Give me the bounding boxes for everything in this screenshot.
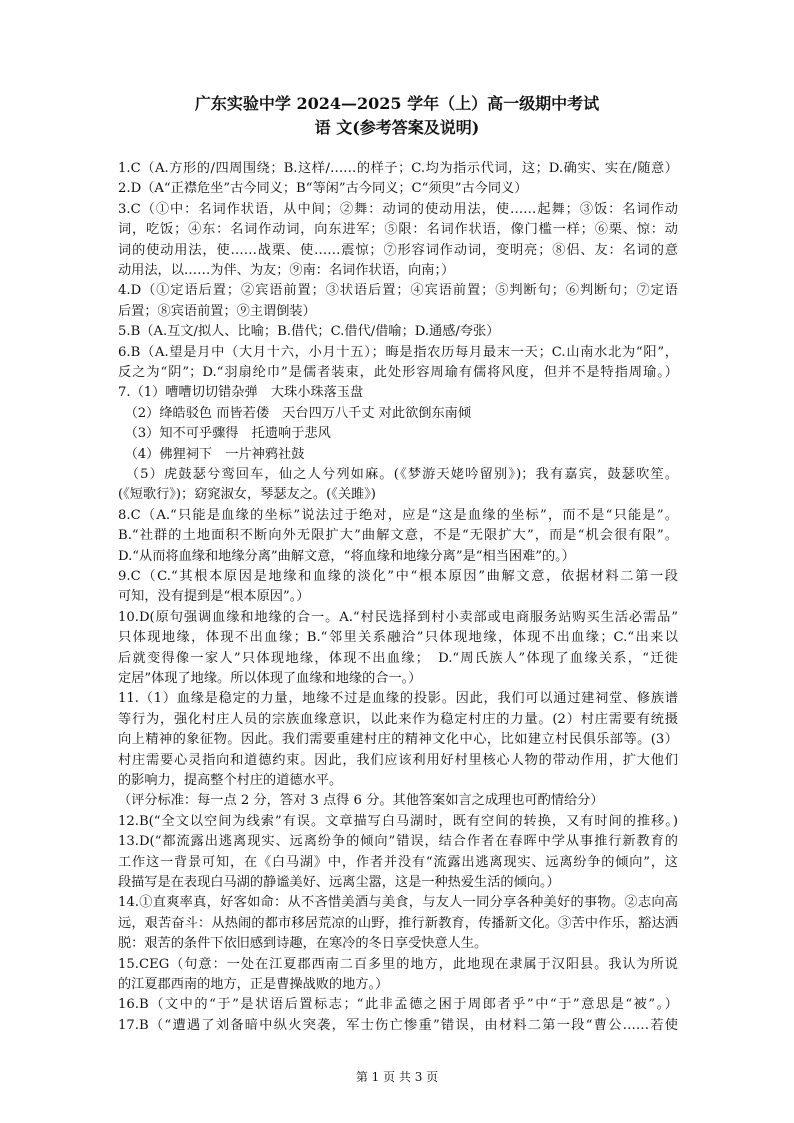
- answer-line: 8.C（A.“只能是血缘的坐标”说法过于绝对，应是“这是血缘的坐标”，而不是“只能是”。: [118, 507, 678, 523]
- answer-line: 14.①直爽率真，好客如命：从不吝惜美酒与美食，与友人一同分享各种美好的事物。②志向高: [118, 895, 678, 911]
- answer-line: 16.B（文中的“于”是状语后置标志；“此非孟德之困于周郎者乎”中“于”意思是“被”。）: [118, 997, 678, 1013]
- answer-line: 村庄需要心灵指向和道德约束。因此，我们应该利用好村里核心人物的带动作用，扩大他们: [118, 752, 678, 768]
- answer-line: 10.D(原句强调血缘和地缘的合一。A.“村民选择到村小卖部或电商服务站购买生活必需品”: [118, 609, 678, 625]
- answer-line: 词的使动用法，使……战栗、使……震惊；⑦形容词作动词，变明亮；⑧侣、友：名词的意: [118, 242, 678, 258]
- answer-line: 后就变得像一家人”只体现地缘，体现不出血缘； D.“周氏族人”体现了血缘关系，“迁徙: [118, 650, 678, 666]
- answer-line: 3.C（①中：名词作状语，从中间；②舞：动词的使动用法，使……起舞；③饭：名词作动: [118, 201, 678, 217]
- answer-line: 脱：艰苦的条件下依旧感到诗趣，在寒冷的冬日享受快意人生。: [118, 936, 488, 952]
- answer-line: 7.（1）嘈嘈切切错杂弹 大珠小珠落玉盘: [118, 385, 364, 401]
- answer-line: 动用法，以……为伴、为友；⑨南：名词作状语，向南；）: [118, 263, 455, 278]
- answer-line: 后置；⑧宾语前置；⑨主谓倒装）: [118, 303, 316, 319]
- answer-line: 反之为“阴”；D.“羽扇纶巾”是儒者装束，此处形容周瑜有儒将风度，但并不是特指周瑜。）: [118, 365, 678, 380]
- answer-line: B.“社群的土地面积不断向外无限扩大”曲解文意，不是“无限扩大”，而是“机会很有限”。: [118, 528, 678, 544]
- answer-line: 等行为，强化村庄人员的宗族血缘意识，以此来作为稳定村庄的力量。(2）村庄需要有统摄: [118, 711, 678, 727]
- page-footer: 第 1 页 共 3 页: [355, 1070, 439, 1084]
- answer-line: （2）绛皓驳色 而皆若偻 天台四万八千丈 对此欲倒东南倾: [118, 405, 472, 421]
- answer-line: 远，艰苦奋斗：从热闹的都市移居荒凉的山野，推行新教育，传播新文化。③苦中作乐，豁达洒: [118, 915, 678, 931]
- answer-line: 11.（1）血缘是稳定的力量，地缘不过是血缘的投影。因此，我们可以通过建祠堂、修族谱: [118, 691, 678, 707]
- document-title: 广东实验中学 2024—2025 学年（上）高一级期中考试: [194, 94, 600, 113]
- answer-line: 的影响力，提高整个村庄的道德水平。: [118, 773, 343, 788]
- document-subtitle: 语 文(参考答案及说明): [314, 118, 480, 137]
- answer-line: 工作这一背景可知，在《白马湖》中，作者并没有“流露出逃离现实、远离纷争的倾向”，这: [118, 854, 678, 870]
- answer-line: 词，吃饭；④东：名词作动词，向东进军；⑤限：名词作状语，像门槛一样；⑥栗、惊：动: [118, 222, 678, 238]
- answer-line: 15.CEG（句意：一处在江夏郡西南二百多里的地方，此地现在隶属于汉阳县。我认为所说: [118, 956, 678, 972]
- answer-line: 定居”体现了地缘。所以体现了血缘和地缘的合一。）: [118, 671, 422, 686]
- answer-line: (《短歌行》)；窈窕淑女，琴瑟友之。(《关雎》): [118, 487, 376, 503]
- answer-line: D.“从而将血缘和地缘分离”曲解文意，“将血缘和地缘分离”是“相当困难”的。）: [118, 548, 575, 564]
- answer-line: 12.B(“全文以空间为线索”有误。文章描写白马湖时，既有空间的转换，又有时间的推移。): [118, 813, 678, 829]
- answer-line: 1.C（A.方形的/四周围绕；B.这样/……的样子；C.均为指示代词，这；D.确实、实在/随意）: [118, 161, 678, 176]
- answer-line: 的江夏郡西南的地方，正是曹操战败的地方。）: [118, 977, 389, 992]
- answer-line: 17.B（“遭遇了刘备暗中纵火突袭，军士伤亡惨重”错误，由材料二第一段“曹公……若使: [118, 1017, 678, 1033]
- answer-line: 可知，没有提到是“根本原因”。）: [118, 589, 310, 605]
- answer-line: 2.D（A“正襟危坐”古今同义；B“等闲”古今同义；C“须臾”古今同义）: [118, 181, 528, 197]
- answer-line: （5）虎鼓瑟兮鸾回车，仙之人兮列如麻。(《梦游天姥吟留别》)；我有嘉宾，鼓瑟吹笙。: [118, 467, 678, 482]
- answer-line: （3）知不可乎骤得 托遗响于悲风: [118, 426, 331, 442]
- answer-line: 6.B（A.望是月中（大月十六，小月十五）；晦是指农历每月最末一天；C.山南水北为“阳”，: [118, 344, 678, 360]
- answer-line: 向上精神的象征物。因此。我们需要重建村庄的精神文化中心，比如建立村民俱乐部等。(3）: [118, 732, 678, 748]
- answer-line: 9.C（C.“其根本原因是地缘和血缘的淡化”中“根本原因”曲解文意，依据材料二第一段: [118, 569, 678, 584]
- answer-line: （4）佛狸祠下 一片神鸦社鼓: [118, 446, 305, 462]
- answer-line: 4.D（①定语后置；②宾语前置；③状语后置；④宾语前置；⑤判断句；⑥判断句；⑦定语: [118, 283, 678, 299]
- answer-line: 只体现地缘，体现不出血缘；B.“邻里关系融洽”只体现地缘，体现不出血缘；C.“出来以: [118, 630, 678, 646]
- answer-line: 5.B（A.互文/拟人、比喻；B.借代；C.借代/借喻；D.通感/夸张）: [118, 324, 500, 340]
- answer-line: 段描写是在表现白马湖的静谧美好、远离尘嚣，这是一种热爱生活的倾向。）: [118, 875, 560, 890]
- answer-line: 13.D(“都流露出逃离现实、远离纷争的倾向”错误，结合作者在春晖中学从事推行新教育的: [118, 834, 678, 850]
- answer-line: （评分标准：每一点 2 分，答对 3 点得 6 分。其他答案如言之成理也可酌情给分）: [118, 793, 604, 809]
